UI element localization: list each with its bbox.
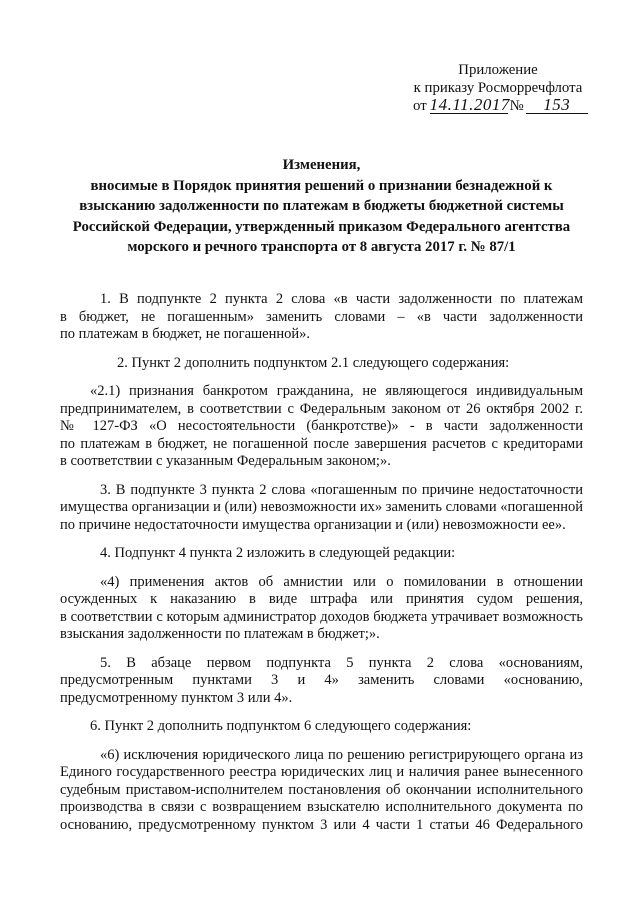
- text-line: производства в связи с возвращением взыскателю исполнительного документа по: [60, 799, 583, 815]
- quote-subitem-4: [60, 574, 583, 644]
- order-date-number: [408, 97, 588, 115]
- text-line: взыскания задолженности по платежам в бюджет;».: [60, 626, 380, 642]
- text-line: осужденных к наказанию в виде штрафа или принятия судом решения,: [60, 591, 583, 607]
- paragraph-4: [60, 545, 583, 563]
- text-line: 1. В подпункте 2 пункта 2 слова «в части задолженности по платежам: [100, 291, 583, 307]
- date-prefix: от: [413, 98, 427, 114]
- title-line: Российской Федерации, утвержденный приказом Федерального агентства: [72, 218, 571, 235]
- appendix-label: Приложение: [458, 62, 538, 78]
- text-line: «2.1) признания банкротом гражданина, не являющегося индивидуальным: [90, 383, 583, 399]
- text-line: в соответствии с которым администратор доходов бюджета утрачивает возможность: [60, 608, 583, 625]
- paragraph-2: [60, 355, 583, 373]
- text-line: по платежам в бюджет, не погашенной».: [60, 326, 311, 342]
- quote-subitem-6: [60, 747, 583, 835]
- text-line: 6. Пункт 2 дополнить подпунктом 6 следующего содержания:: [90, 718, 472, 734]
- paragraph-6: [60, 718, 583, 736]
- text-line: судебным приставом-исполнителем постановления об окончании исполнительного: [60, 781, 583, 798]
- text-line: 2. Пункт 2 дополнить подпунктом 2.1 следующего содержания:: [117, 354, 510, 371]
- text-line: в соответствии с указанным Федеральным законом;».: [60, 453, 391, 469]
- text-line: 5. В абзаце первом подпункта 5 пункта 2 слова «основаниям,: [100, 654, 583, 671]
- document-title: [60, 155, 583, 258]
- appendix-header: [408, 61, 588, 115]
- text-line: имущества организации и (или) невозможности их» заменить словами «погашенной: [60, 499, 583, 515]
- order-reference: к приказу Росморречфлота: [413, 80, 583, 96]
- title-line: Изменения,: [282, 157, 361, 173]
- title-line: взысканию задолженности по платежам в бюджеты бюджетной системы: [79, 198, 564, 214]
- document-body: [60, 291, 583, 834]
- text-line: по причине недостаточности имущества организации и (или) невозможности ее».: [60, 516, 566, 533]
- handwritten-number: 153: [526, 97, 588, 114]
- title-line: морского и речного транспорта от 8 августа 2017 г. № 87/1: [127, 239, 516, 255]
- text-line: Единого государственного реестра юридических лиц и наличия ранее вынесенного: [60, 764, 583, 780]
- text-line: в бюджет, не погашенным» заменить словами – «в части задолженности: [60, 308, 583, 325]
- text-line: 3. В подпункте 3 пункта 2 слова «погашенным по причине недостаточности: [100, 481, 583, 498]
- text-line: № 127-ФЗ «О несостоятельности (банкротстве)» - в части задолженности: [60, 418, 583, 434]
- text-line: 4. Подпункт 4 пункта 2 изложить в следующей редакции:: [100, 545, 456, 561]
- title-line: вносимые в Порядок принятия решений о признании безнадежной к: [90, 177, 553, 194]
- paragraph-1: [60, 291, 583, 344]
- text-line: по платежам в бюджет, не погашенной после завершения расчетов с кредиторами: [60, 435, 583, 452]
- paragraph-3: [60, 482, 583, 535]
- quote-subitem-2-1: [60, 383, 583, 471]
- text-line: предпринимателем, в соответствии с Федеральным законом от 26 октября 2002 г.: [60, 400, 583, 417]
- number-prefix: №: [509, 98, 524, 114]
- text-line: «6) исключения юридического лица по решению регистрирующего органа из: [100, 746, 583, 763]
- text-line: «4) применения актов об амнистии или о помиловании в отношении: [100, 573, 583, 590]
- text-line: предусмотренным пунктами 3 и 4» заменить словами «основанию,: [60, 672, 583, 688]
- text-line: основанию, предусмотренному пунктом 3 или 4 части 1 статьи 46 Федерального: [60, 816, 583, 833]
- text-line: предусмотренному пунктом 3 или 4».: [60, 689, 293, 706]
- handwritten-date: 14.11.2017: [429, 95, 510, 114]
- paragraph-5: [60, 655, 583, 708]
